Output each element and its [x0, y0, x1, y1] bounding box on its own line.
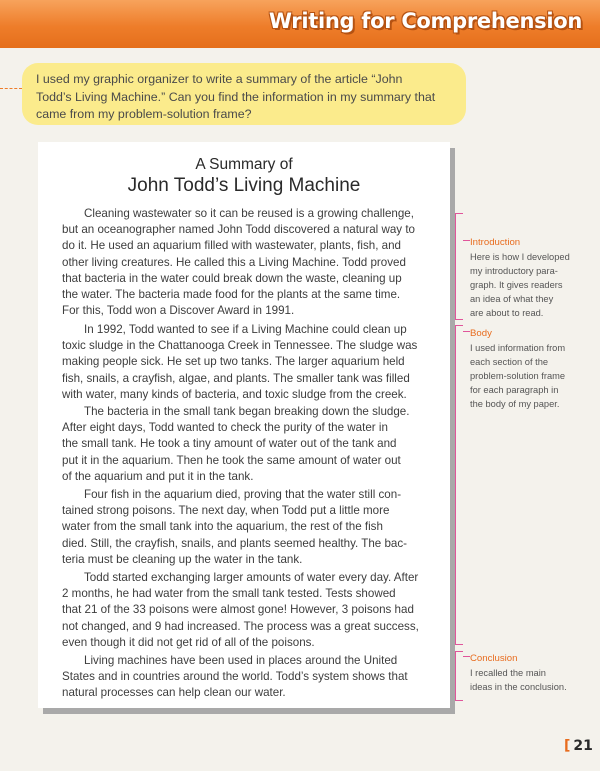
paragraph-introduction — [62, 206, 438, 319]
note-body — [470, 327, 594, 411]
text-line: tained strong poisons. The next day, when Todd put a little more — [62, 504, 390, 518]
text-line: water from the small tank into the aquarium, the rest of the fish — [62, 520, 383, 534]
text-line: that 21 of the 33 poisons were almost gone! However, 3 poisons had — [62, 603, 414, 617]
text-line: died. Still, the crayfish, snails, and plants seemed healthy. The bac- — [62, 536, 407, 550]
text-line: 2 months, he had water from the small tank tested. Tests showed — [62, 587, 396, 601]
paragraph-body-4 — [62, 570, 438, 651]
text-line: not changed, and 9 had increased. The process was a great success, — [62, 619, 419, 633]
text-line: but an oceanographer named John Todd discovered a natural way to — [62, 223, 415, 237]
text-line: even though it did not get rid of all of the poisons. — [62, 635, 315, 649]
text-line: other living creatures. He called this a Living Machine. Todd proved — [62, 255, 406, 269]
note-line: my introductory para- — [470, 266, 558, 276]
callout-line: came from my problem-solution frame? — [36, 107, 252, 121]
text-line: States and in countries around the world. Todd’s system shows that — [62, 670, 408, 684]
note-line: an idea of what they — [470, 294, 554, 304]
speech-callout — [22, 63, 466, 125]
callout-connector — [0, 88, 22, 89]
note-line: I used information from — [470, 343, 566, 353]
summary-title-line2: John Todd’s Living Machine — [127, 175, 361, 196]
page-number: [ 21 — [564, 738, 593, 754]
note-line: each section of the — [470, 357, 549, 367]
note-label: Body — [470, 328, 492, 339]
summary-title-line1: A Summary of — [195, 156, 293, 173]
text-line: Four fish in the aquarium died, proving that the water still con- — [84, 488, 402, 501]
bracket-tick-conclusion — [463, 656, 470, 657]
note-line: graph. It gives readers — [470, 280, 563, 290]
note-conclusion — [470, 652, 594, 694]
text-line: fish, snails, a crayfish, algae, and plants. The smaller tank was filled — [62, 371, 410, 385]
note-line: problem-solution frame — [470, 371, 566, 381]
text-line: the water. The bacteria made food for the plants at the same time. — [62, 288, 401, 302]
text-line: For this, Todd won a Discover Award in 1991. — [62, 304, 295, 318]
text-line: making people sick. He set up two tanks. The larger aquarium held — [62, 355, 405, 369]
text-line: that bacteria in the water could break down the waste, cleaning up — [62, 271, 402, 285]
callout-line: I used my graphic organizer to write a summary of the article “John — [36, 72, 403, 86]
text-line: toxic sludge in the Chattanooga Creek in Tennessee. The sludge was — [62, 339, 418, 353]
text-line: do it. He used an aquarium filled with wastewater, plants, fish, and — [62, 239, 401, 253]
paragraph-conclusion — [62, 653, 438, 702]
note-label: Introduction — [470, 237, 521, 248]
bracket-tick-introduction — [463, 240, 470, 241]
note-line: Here is how I developed — [470, 252, 570, 262]
text-line: the small tank. He took a tiny amount of water out of the tank and — [62, 437, 397, 451]
callout-line: Todd’s Living Machine.” Can you find the information in my summary that — [36, 89, 436, 104]
text-line: Living machines have been used in places around the United — [84, 654, 398, 667]
note-line: ideas in the conclusion. — [470, 682, 567, 692]
text-line: After eight days, Todd wanted to check the purity of the water in — [62, 421, 388, 435]
paragraph-body-1 — [62, 322, 438, 403]
page-title: Writing for Comprehension — [268, 9, 582, 33]
text-line: teria must be cleaning up the water in the tank. — [62, 552, 303, 566]
text-line: of the aquarium and put it in the tank. — [62, 469, 254, 483]
text-line: Todd started exchanging larger amounts of water every day. After — [84, 571, 419, 584]
text-line: The bacteria in the small tank began breaking down the sludge. — [84, 405, 410, 418]
text-line: with water, many kinds of bacteria, and toxic sludge from the creek. — [62, 387, 407, 401]
text-line: Cleaning wastewater so it can be reused is a growing challenge, — [84, 207, 414, 220]
note-line: the body of my paper. — [470, 399, 560, 409]
note-line: I recalled the main — [470, 668, 546, 678]
summary-paper — [38, 142, 450, 708]
bracket-conclusion — [455, 651, 463, 701]
text-line: natural processes can help clean our water. — [62, 686, 286, 700]
note-line: for each paragraph in — [470, 385, 559, 395]
note-introduction — [470, 236, 594, 320]
text-line: In 1992, Todd wanted to see if a Living Machine could clean up — [84, 323, 407, 336]
bracket-body — [455, 325, 463, 645]
text-line: put it in the aquarium. Then he took the same amount of water out — [62, 453, 401, 467]
bracket-introduction — [455, 213, 463, 320]
paragraph-body-3 — [62, 487, 438, 568]
note-line: are about to read. — [470, 308, 544, 318]
paragraph-body-2 — [62, 404, 438, 485]
bracket-tick-body — [463, 331, 470, 332]
note-label: Conclusion — [470, 653, 518, 664]
